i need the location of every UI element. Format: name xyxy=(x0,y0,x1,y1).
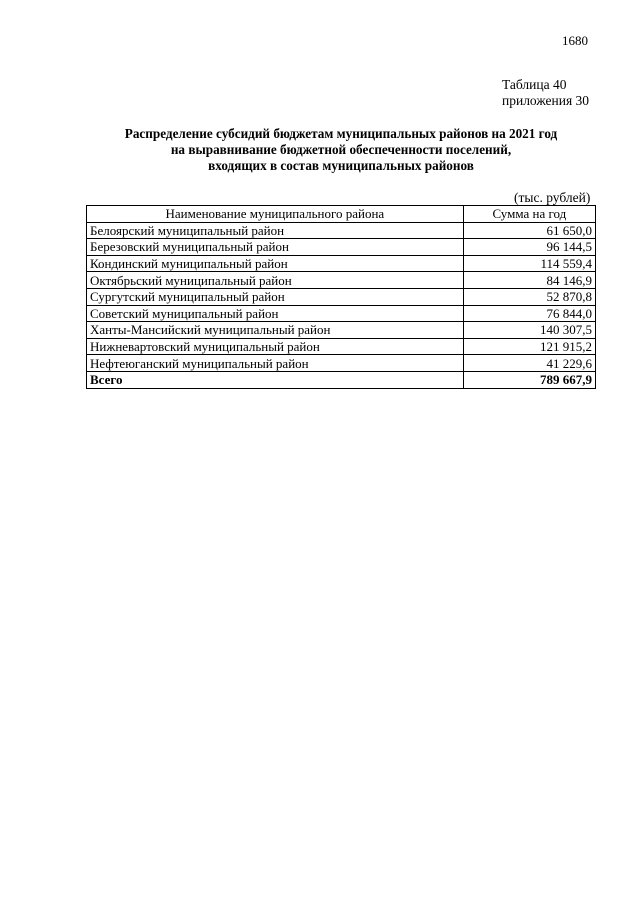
subsidy-table xyxy=(86,205,596,389)
table-row xyxy=(87,305,596,322)
row-name: Березовский муниципальный район xyxy=(87,239,464,256)
table-row xyxy=(87,288,596,305)
row-amount: 84 146,9 xyxy=(463,272,595,289)
row-name: Белоярский муниципальный район xyxy=(87,222,464,239)
document-title-line-1: Распределение субсидий бюджетам муниципальных районов на 2021 год xyxy=(124,126,558,141)
table-caption xyxy=(502,77,589,109)
table-header-row xyxy=(87,206,596,223)
row-amount: 114 559,4 xyxy=(463,255,595,272)
table-row xyxy=(87,255,596,272)
column-header-name: Наименование муниципального района xyxy=(87,206,464,223)
table-row xyxy=(87,272,596,289)
row-amount: 121 915,2 xyxy=(463,338,595,355)
row-name: Ханты-Мансийский муниципальный район xyxy=(87,322,464,339)
units-label: (тыс. рублей) xyxy=(514,190,591,205)
page-number: 1680 xyxy=(562,33,588,48)
table-row xyxy=(87,222,596,239)
row-name: Сургутский муниципальный район xyxy=(87,288,464,305)
document-title-line-2: на выравнивание бюджетной обеспеченности поселений, xyxy=(170,142,512,157)
table-row xyxy=(87,338,596,355)
document-title xyxy=(86,126,596,174)
column-header-amount: Сумма на год xyxy=(463,206,595,223)
row-name: Кондинский муниципальный район xyxy=(87,255,464,272)
row-amount: 52 870,8 xyxy=(463,288,595,305)
row-amount: 76 844,0 xyxy=(463,305,595,322)
row-name: Советский муниципальный район xyxy=(87,305,464,322)
table-row xyxy=(87,355,596,372)
row-name: Нефтеюганский муниципальный район xyxy=(87,355,464,372)
table-row xyxy=(87,322,596,339)
table-caption-line-2: приложения 30 xyxy=(502,93,590,108)
row-name: Нижневартовский муниципальный район xyxy=(87,338,464,355)
document-title-line-3: входящих в состав муниципальных районов xyxy=(208,158,474,173)
total-amount: 789 667,9 xyxy=(463,371,595,388)
table-total-row xyxy=(87,371,596,388)
table-row xyxy=(87,239,596,256)
row-amount: 41 229,6 xyxy=(463,355,595,372)
total-label: Всего xyxy=(87,371,464,388)
table-caption-line-1: Таблица 40 xyxy=(502,77,567,92)
row-amount: 140 307,5 xyxy=(463,322,595,339)
row-name: Октябрьский муниципальный район xyxy=(87,272,464,289)
row-amount: 96 144,5 xyxy=(463,239,595,256)
row-amount: 61 650,0 xyxy=(463,222,595,239)
